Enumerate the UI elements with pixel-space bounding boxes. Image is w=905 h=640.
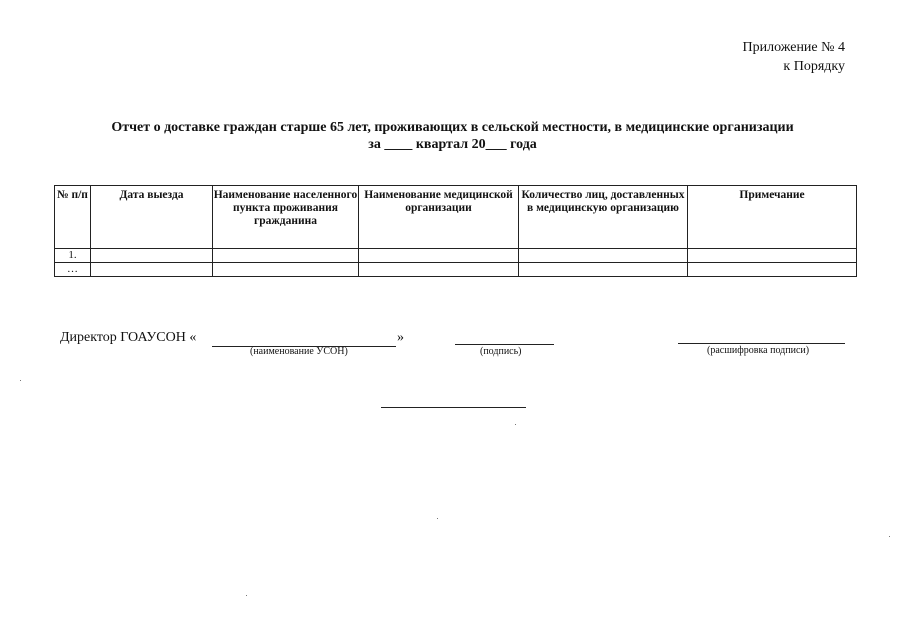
header-count: Количество лиц, доставленных в медицинскую организацию bbox=[519, 186, 688, 249]
closing-quote: » bbox=[397, 330, 404, 345]
caption-signature-decode: (расшифровка подписи) bbox=[707, 345, 810, 356]
table-row bbox=[55, 263, 857, 277]
table-cell bbox=[359, 249, 519, 263]
signature-line bbox=[455, 344, 554, 345]
header-note: Примечание bbox=[688, 186, 857, 249]
table-cell bbox=[91, 249, 213, 263]
caption-org-name: (наименование УСОН) bbox=[250, 346, 348, 357]
signature-decode-line bbox=[678, 343, 845, 344]
report-title-line1: Отчет о доставке граждан старше 65 лет, проживающих в сельской местности, в медицинские организации bbox=[111, 120, 794, 135]
signature-label: Директор ГОАУСОН « bbox=[60, 330, 197, 345]
table-cell bbox=[213, 249, 359, 263]
appendix-order: к Порядку bbox=[783, 59, 845, 74]
scan-speck bbox=[515, 424, 516, 425]
header-settlement: Наименование населенного пункта проживания гражданина bbox=[213, 186, 359, 249]
header-number: № п/п bbox=[55, 186, 91, 249]
scan-speck bbox=[437, 518, 438, 519]
table-cell bbox=[688, 249, 857, 263]
scan-speck bbox=[246, 595, 247, 596]
table-cell bbox=[519, 249, 688, 263]
header-medical-org: Наименование медицинской организации bbox=[359, 186, 519, 249]
appendix-number: Приложение № 4 bbox=[742, 40, 845, 55]
scan-speck bbox=[20, 380, 21, 381]
report-title-line2: за ____ квартал 20___ года bbox=[368, 137, 537, 152]
caption-signature: (подпись) bbox=[480, 346, 522, 357]
table-cell bbox=[359, 263, 519, 277]
table-row bbox=[55, 249, 857, 263]
table-cell bbox=[519, 263, 688, 277]
table-cell bbox=[91, 263, 213, 277]
appendix-reference bbox=[743, 38, 846, 76]
table-header-row bbox=[55, 186, 857, 249]
scan-speck bbox=[889, 536, 890, 537]
table-cell: 1. bbox=[55, 249, 91, 263]
header-departure-date: Дата выезда bbox=[91, 186, 213, 249]
report-table bbox=[54, 185, 857, 277]
closing-separator-line bbox=[381, 407, 526, 408]
table-cell: … bbox=[55, 263, 91, 277]
report-title bbox=[0, 119, 905, 153]
table-cell bbox=[688, 263, 857, 277]
table-cell bbox=[213, 263, 359, 277]
